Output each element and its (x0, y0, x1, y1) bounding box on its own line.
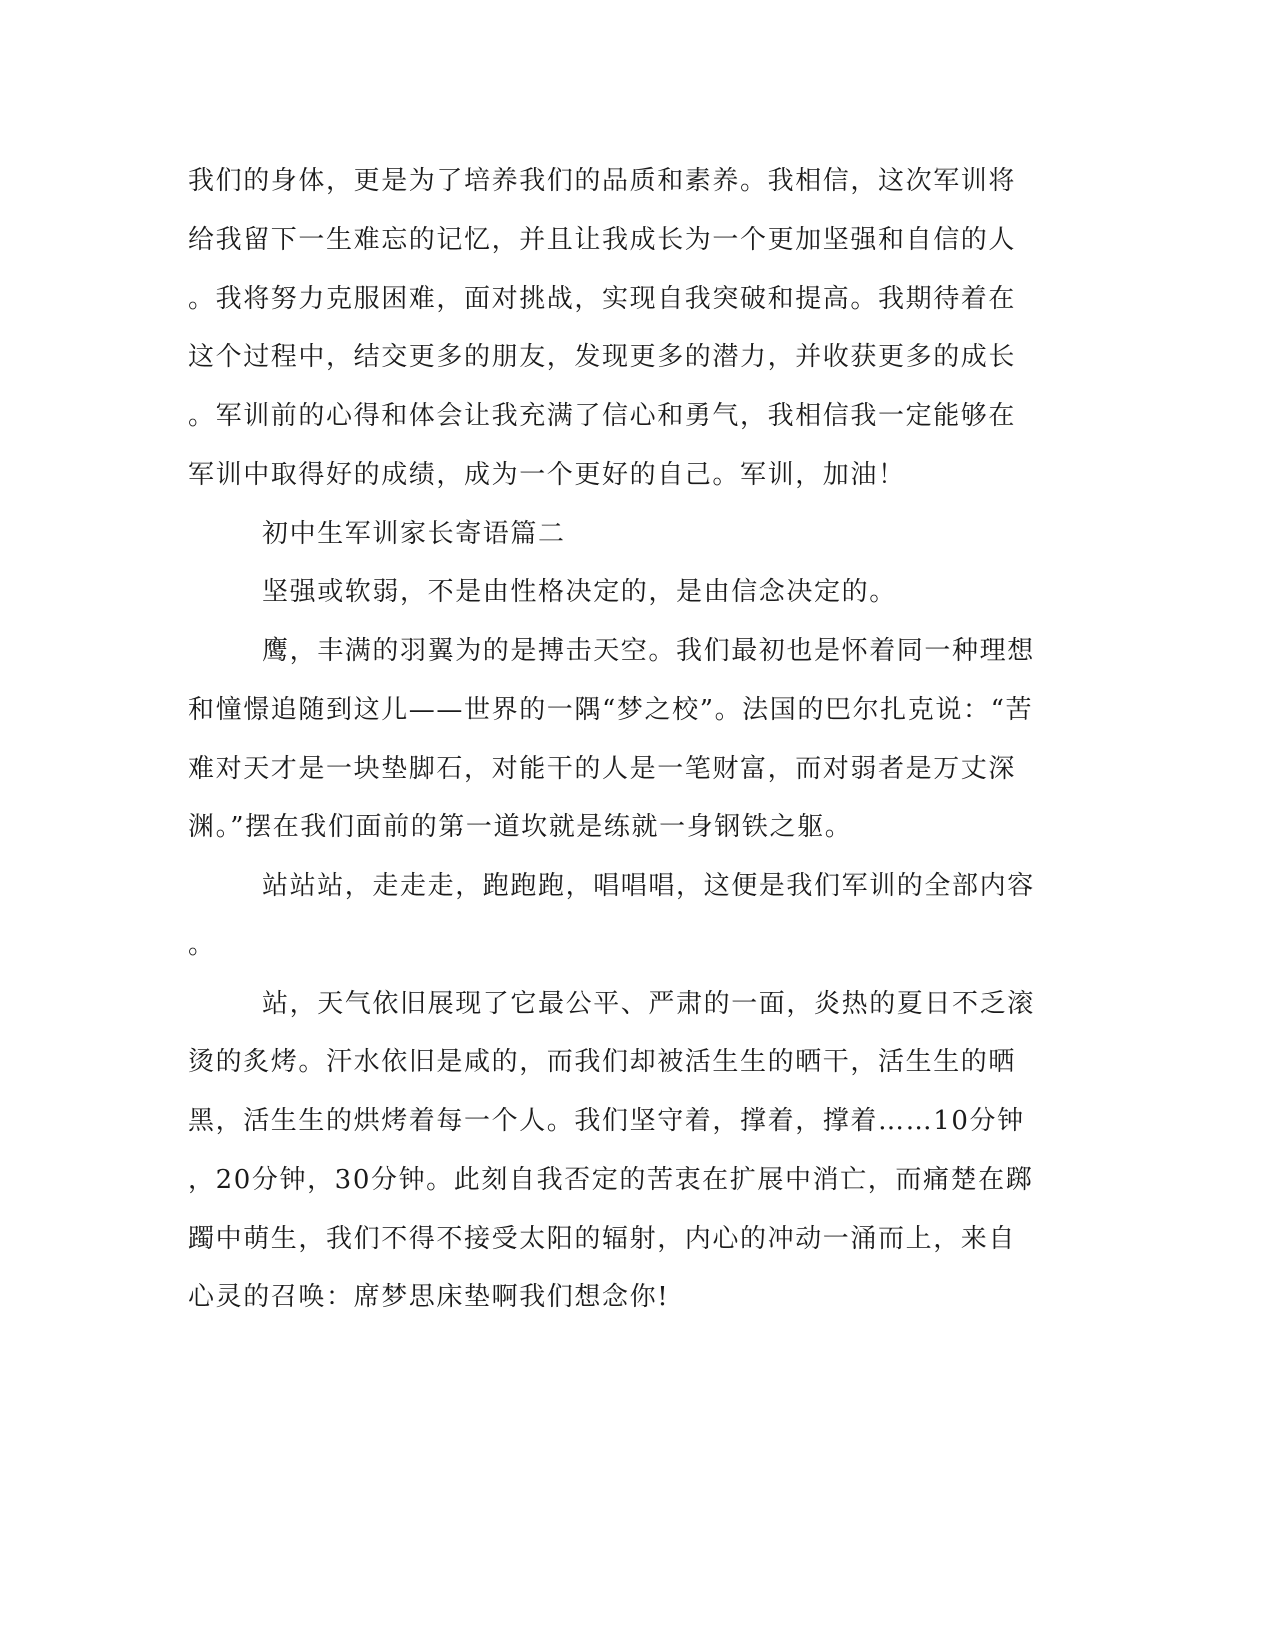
text-line: 我们的身体，更是为了培养我们的品质和素养。我相信，这次军训将 (188, 166, 1017, 196)
text-line: 烫的炙烤。汗水依旧是咸的，而我们却被活生生的晒干，活生生的晒 (188, 1047, 1017, 1077)
text-line: 难对天才是一块垫脚石，对能干的人是一笔财富，而对弱者是万丈深 (188, 754, 1017, 784)
text-line: ，20分钟，30分钟。此刻自我否定的苦衷在扩展中消亡，而痛楚在踯 (188, 1165, 1034, 1195)
text-line: 。 (188, 930, 216, 960)
text-line: 军训中取得好的成绩，成为一个更好的自己。军训，加油！ (188, 460, 906, 490)
text-line: 鹰，丰满的羽翼为的是搏击天空。我们最初也是怀着同一种理想 (262, 636, 1035, 666)
text-line: 坚强或软弱，不是由性格决定的，是由信念决定的。 (262, 577, 897, 607)
text-line: 站站站，走走走，跑跑跑，唱唱唱，这便是我们军训的全部内容 (262, 871, 1035, 901)
text-line: 站，天气依旧展现了它最公平、严肃的一面，炎热的夏日不乏滚 (262, 989, 1035, 1019)
text-line: 。我将努力克服困难，面对挑战，实现自我突破和提高。我期待着在 (188, 284, 1017, 314)
text-line: 和憧憬追随到这儿——世界的一隅“梦之校”。法国的巴尔扎克说：“苦 (188, 695, 1034, 725)
text-line: 渊。”摆在我们面前的第一道坎就是练就一身钢铁之躯。 (188, 812, 853, 842)
text-line: 给我留下一生难忘的记忆，并且让我成长为一个更加坚强和自信的人 (188, 225, 1017, 255)
text-line: 躅中萌生，我们不得不接受太阳的辐射，内心的冲动一涌而上，来自 (188, 1224, 1017, 1254)
text-line: 这个过程中，结交更多的朋友，发现更多的潜力，并收获更多的成长 (188, 342, 1017, 372)
text-line: 心灵的召唤：席梦思床垫啊我们想念你! (188, 1282, 670, 1312)
section-heading: 初中生军训家长寄语篇二 (262, 519, 566, 549)
text-line: 黑，活生生的烘烤着每一个人。我们坚守着，撑着，撑着……10分钟 (188, 1106, 1025, 1136)
text-line: 。军训前的心得和体会让我充满了信心和勇气，我相信我一定能够在 (188, 401, 1017, 431)
